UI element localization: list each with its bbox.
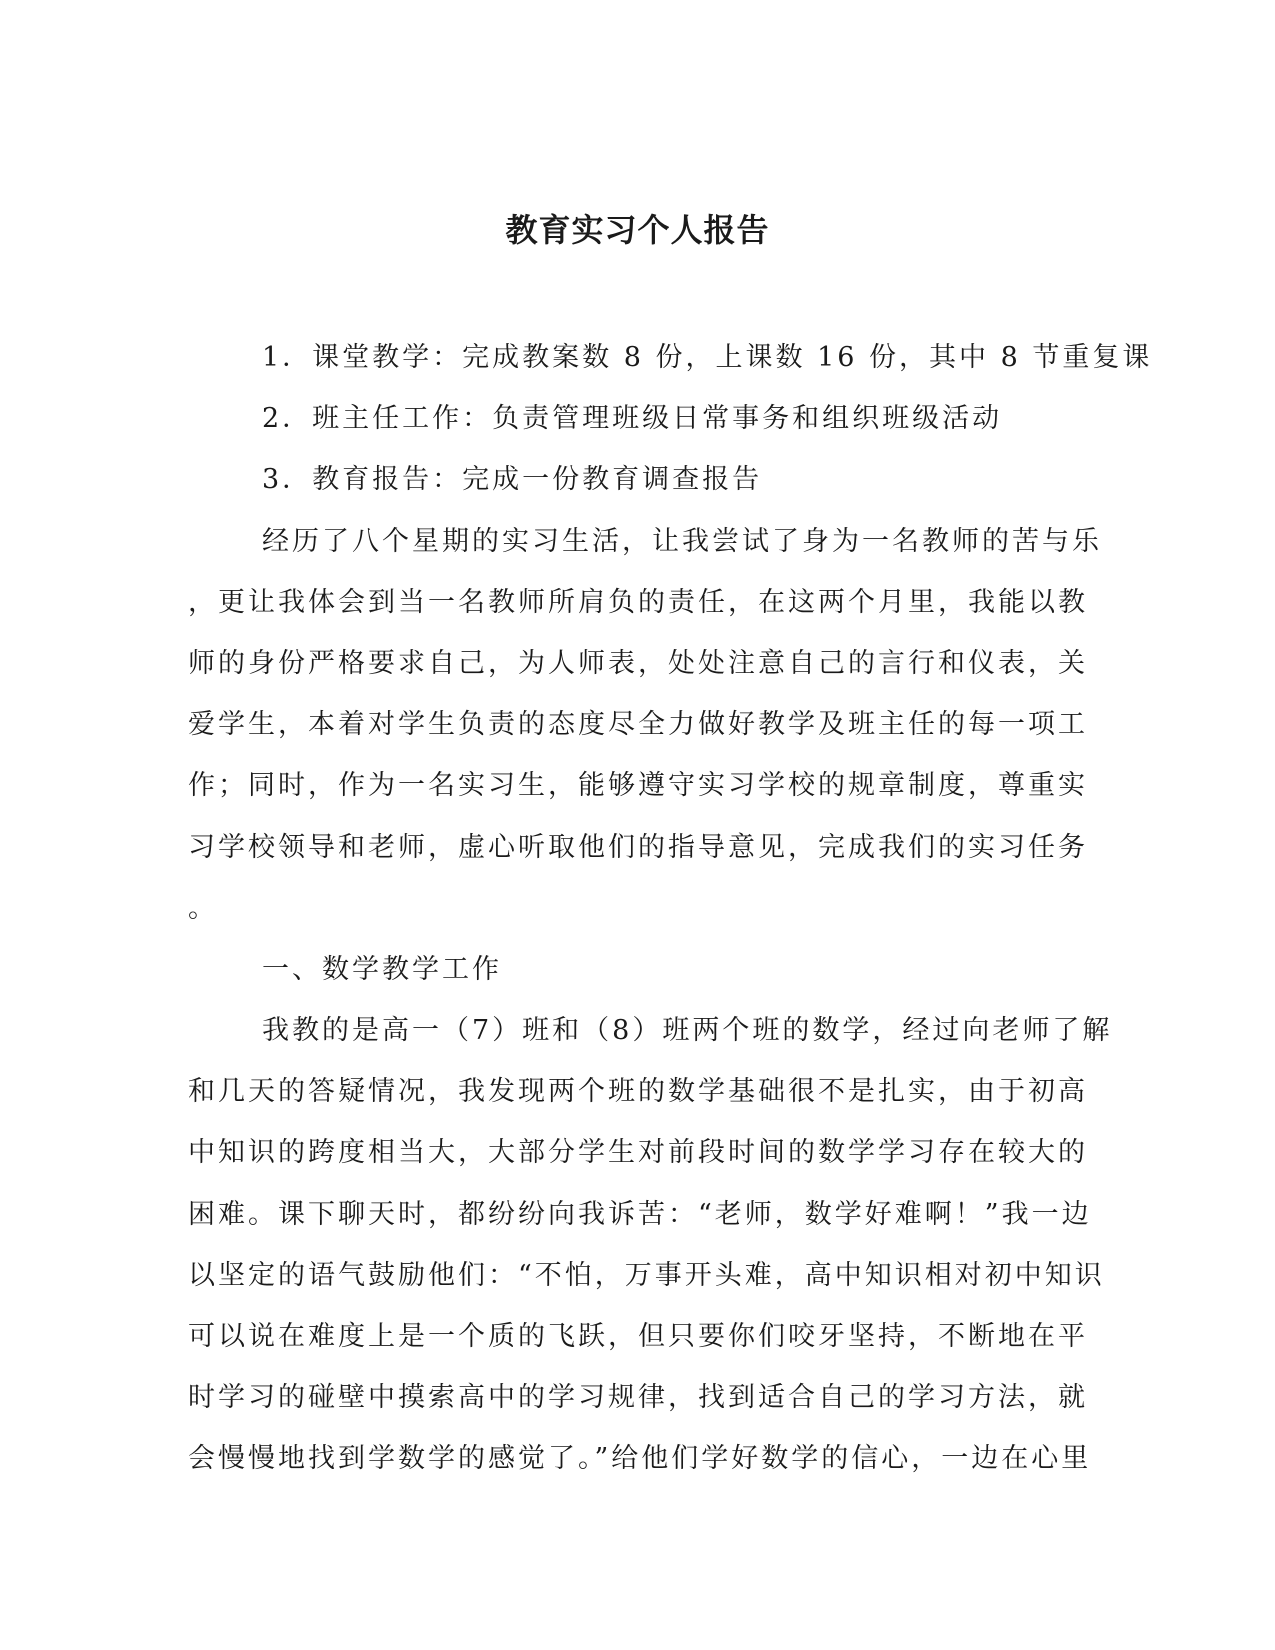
document-title: 教育实习个人报告 xyxy=(505,211,770,249)
paragraph-line: 爱学生，本着对学生负责的态度尽全力做好教学及班主任的每一项工 xyxy=(188,709,1088,741)
paragraph-line: 经历了八个星期的实习生活，让我尝试了身为一名教师的苦与乐 xyxy=(262,525,1102,557)
paragraph-line: 作；同时，作为一名实习生，能够遵守实习学校的规章制度，尊重实 xyxy=(188,770,1088,802)
paragraph-line: 时学习的碰壁中摸索高中的学习规律，找到适合自己的学习方法，就 xyxy=(188,1382,1088,1414)
paragraph-line: 以坚定的语气鼓励他们：“不怕，万事开头难，高中知识相对初中知识 xyxy=(188,1259,1105,1291)
paragraph-line: 可以说在难度上是一个质的飞跃，但只要你们咬牙坚持，不断地在平 xyxy=(188,1321,1088,1352)
paragraph-line: 师的身份严格要求自己，为人师表，处处注意自己的言行和仪表，关 xyxy=(188,647,1088,679)
paragraph-line: 和几天的答疑情况，我发现两个班的数学基础很不是扎实，由于初高 xyxy=(188,1076,1088,1108)
list-item-classroom-teaching: 1．课堂教学：完成教案数 8 份，上课数 16 份，其中 8 节重复课 xyxy=(262,342,1153,373)
section-heading: 一、数学教学工作 xyxy=(262,953,502,985)
list-item-head-teacher-work: 2．班主任工作：负责管理班级日常事务和组织班级活动 xyxy=(262,403,1003,435)
paragraph-line: 习学校领导和老师，虚心听取他们的指导意见，完成我们的实习任务 xyxy=(188,831,1088,863)
paragraph-line: 。 xyxy=(188,892,218,924)
paragraph-line: 我教的是高一（7）班和（8）班两个班的数学，经过向老师了解 xyxy=(262,1015,1113,1047)
list-item-education-report: 3．教育报告：完成一份教育调查报告 xyxy=(262,464,763,496)
paragraph-line: 困难。课下聊天时，都纷纷向我诉苦：“老师，数学好难啊！”我一边 xyxy=(188,1198,1092,1230)
document-body xyxy=(188,327,1153,1490)
paragraph-line: 中知识的跨度相当大，大部分学生对前段时间的数学学习存在较大的 xyxy=(188,1137,1088,1169)
paragraph-line: 会慢慢地找到学数学的感觉了。”给他们学好数学的信心，一边在心里 xyxy=(188,1443,1092,1475)
paragraph-line: ，更让我体会到当一名教师所肩负的责任，在这两个月里，我能以教 xyxy=(188,586,1088,618)
